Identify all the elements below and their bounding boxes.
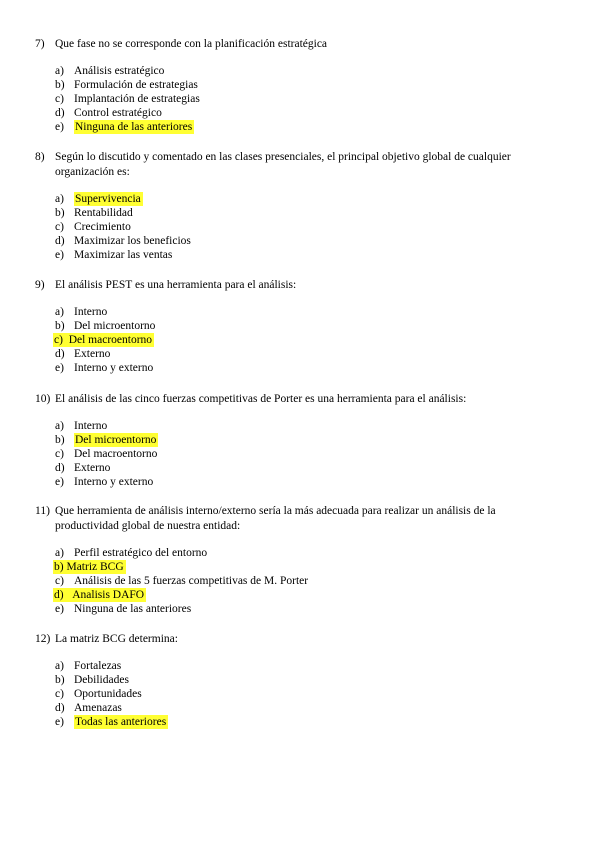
question-8 <box>0 150 600 262</box>
question-text: Que fase no se corresponde con la planificación estratégica <box>55 38 328 50</box>
option-b <box>0 560 600 574</box>
question-10 <box>0 392 600 489</box>
highlighted-answer: Ninguna de las anteriores <box>75 121 193 133</box>
option-d: d) Maximizar los beneficios <box>55 235 191 247</box>
question-number: 8) <box>35 151 45 163</box>
option-e: e) Interno y externo <box>55 362 154 374</box>
option-c: c) Implantación de estrategias <box>55 93 200 105</box>
question-number: 7) <box>35 38 45 50</box>
question-number: 11) <box>35 505 50 517</box>
option-d: d) Control estratégico <box>55 107 162 119</box>
option-b: b) Rentabilidad <box>55 207 133 219</box>
options-list <box>0 419 600 489</box>
options-list <box>0 192 600 262</box>
option-c: c) Crecimiento <box>55 221 131 233</box>
highlighted-answer: c) Del macroentorno <box>54 334 153 346</box>
options-list <box>0 546 600 616</box>
question-7 <box>0 37 600 134</box>
option-a: a) Interno <box>55 420 108 432</box>
option-d: d) Externo <box>55 348 111 360</box>
option-b: b) Debilidades <box>55 674 129 686</box>
highlighted-answer: Supervivencia <box>75 193 141 205</box>
question-number: 9) <box>35 279 45 291</box>
question-text: Que herramienta de análisis interno/externo sería la más adecuada para realizar un análisis de la productividad global de nuestra entidad: <box>55 505 496 532</box>
option-b: b) Del microentorno <box>55 320 156 332</box>
highlighted-answer: Todas las anteriores <box>75 716 167 728</box>
option-c: c) Del macroentorno <box>55 448 158 460</box>
highlighted-answer: Del microentorno <box>75 434 157 446</box>
option-b: b) Formulación de estrategias <box>55 79 198 91</box>
options-list <box>0 659 600 729</box>
options-list <box>0 64 600 134</box>
option-a: a) Fortalezas <box>55 660 122 672</box>
question-text: El análisis PEST es una herramienta para el análisis: <box>55 279 297 291</box>
options-list <box>0 305 600 375</box>
option-a: a) Análisis estratégico <box>55 65 165 77</box>
option-e: e) Todas las anteriores <box>55 716 167 728</box>
question-text: Según lo discutido y comentado en las clases presenciales, el principal objetivo global de cualquier organización es: <box>55 151 511 178</box>
option-e: e) Interno y externo <box>55 476 154 488</box>
highlighted-answer: b) Matriz BCG <box>54 561 124 573</box>
option-c: c) Oportunidades <box>55 688 142 700</box>
highlighted-answer: d) Analisis DAFO <box>54 589 145 601</box>
question-text: La matriz BCG determina: <box>55 633 178 645</box>
option-c: c) Análisis de las 5 fuerzas competitivas de M. Porter <box>55 575 309 587</box>
option-b: b) Del microentorno <box>55 434 157 446</box>
option-d: d) Amenazas <box>55 702 122 714</box>
option-a: a) Perfil estratégico del entorno <box>55 547 208 559</box>
option-c <box>0 333 600 347</box>
option-a: a) Supervivencia <box>55 193 141 205</box>
option-d <box>0 588 600 602</box>
option-e: e) Ninguna de las anteriores <box>55 121 193 133</box>
question-text: El análisis de las cinco fuerzas competitivas de Porter es una herramienta para el análisis: <box>55 393 467 405</box>
question-9 <box>0 278 600 375</box>
option-a: a) Interno <box>55 306 108 318</box>
option-d: d) Externo <box>55 462 111 474</box>
option-e: e) Ninguna de las anteriores <box>55 603 192 615</box>
question-number: 12) <box>35 633 51 645</box>
option-e: e) Maximizar las ventas <box>55 249 173 261</box>
question-12 <box>0 632 600 729</box>
question-number: 10) <box>35 393 51 405</box>
question-11 <box>0 504 600 616</box>
